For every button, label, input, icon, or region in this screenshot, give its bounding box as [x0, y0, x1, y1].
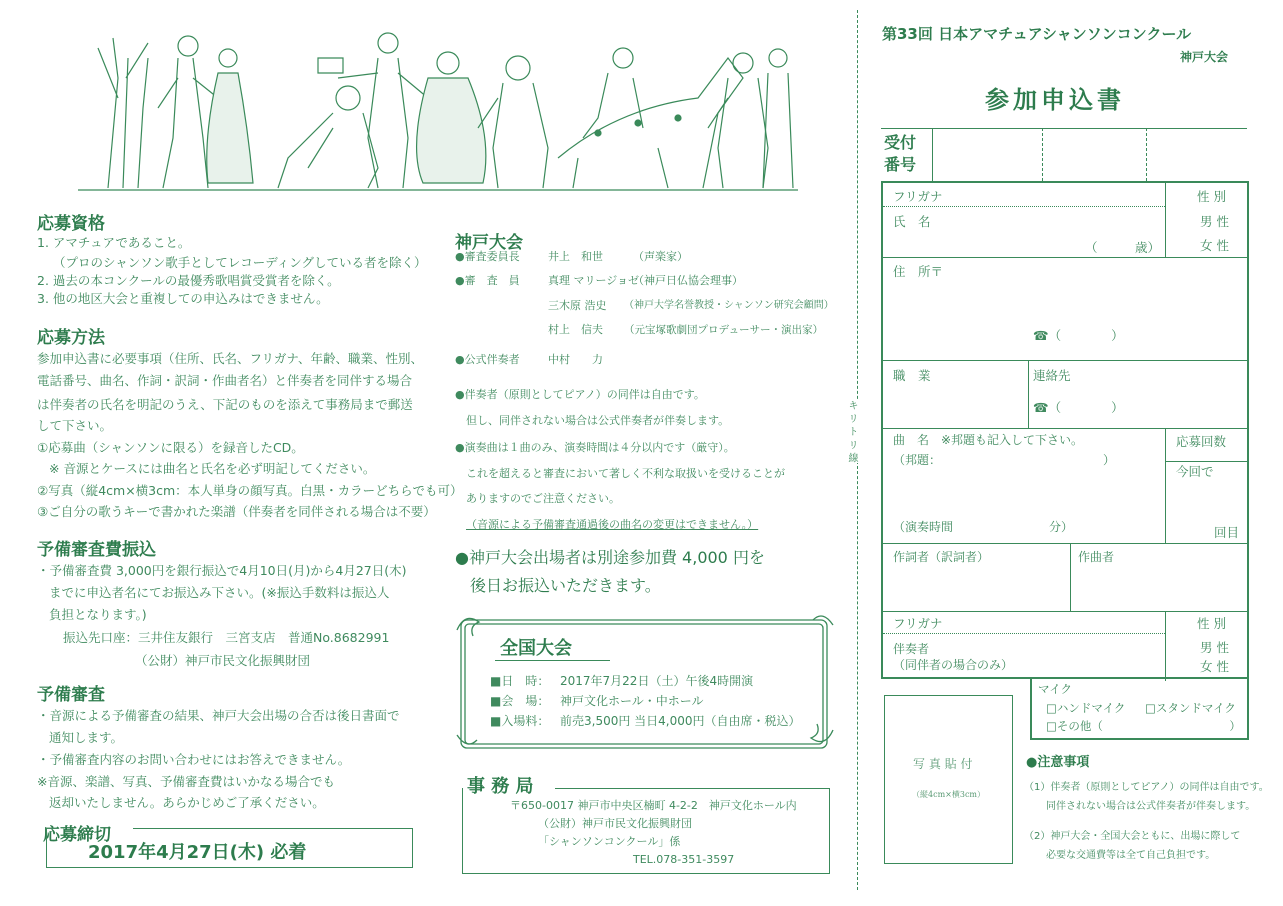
reception-label: 番号: [884, 155, 917, 174]
national-row-value: 2017年7月22日（土）午後4時開演: [560, 674, 754, 688]
photo-label: 写 真 貼 付: [913, 757, 973, 771]
method-line: は伴奏者の氏名を明記のうえ、下記のものを添えて事務局まで郵送: [37, 397, 413, 412]
office-line: 「シャンソンコンクール」係: [538, 835, 681, 848]
furigana-label: フリガナ: [893, 189, 943, 204]
photo-size: （縦4cm×横3cm）: [912, 790, 986, 799]
composer-label: 作曲者: [1078, 550, 1115, 564]
fee-notice: ●神戸大会出場者は別途参加費 4,000 円を: [455, 548, 765, 567]
fee-line: 負担となります。): [49, 607, 147, 622]
method-line: して下さい。: [37, 418, 113, 433]
mic-label: マイク: [1038, 682, 1073, 696]
mic-other-checkbox[interactable]: □その他（ ）: [1046, 719, 1241, 733]
reception-top: [881, 128, 1247, 129]
review-heading: 予備審査: [37, 685, 105, 705]
times-label: 回目: [1214, 525, 1240, 540]
method-line: ③ご自分の歌うキーで書かれた楽譜（伴奏者を同伴される場合は不要）: [37, 504, 436, 519]
method-line: 電話番号、曲名、作詞・訳詞・作曲者名）と伴奏者を同伴する場合: [37, 373, 413, 388]
accompanist-male[interactable]: 男 性: [1200, 640, 1229, 655]
fee-line: ・予備審査費 3,000円を銀行振込で4月10日(月)から4月27日(木): [37, 563, 407, 578]
judge-role: ●審 査 員: [455, 274, 520, 287]
contact-label: 連絡先: [1033, 368, 1071, 383]
review-line: ※音源、楽譜、写真、予備審査費はいかなる場合でも: [37, 774, 335, 789]
notes-heading: ●注意事項: [1026, 755, 1090, 770]
apply-count-label: 応募回数: [1176, 434, 1227, 449]
judge-name: 中村 力: [548, 353, 603, 366]
fee-heading: 予備審査費振込: [37, 540, 156, 560]
judge-name: 真理 マリージョゼ: [548, 274, 640, 287]
accompanist-label: 伴奏者: [893, 642, 930, 656]
occupation-label: 職 業: [893, 368, 931, 383]
gender-label: 性 別: [1197, 189, 1226, 204]
judge-name: 村上 信夫: [548, 323, 603, 336]
reception-slot: [1042, 128, 1043, 181]
judge-note: （元宝塚歌劇団プロデューサー・演出家）: [624, 324, 824, 336]
office-box-top: [555, 788, 830, 789]
qualification-line: 3. 他の地区大会と重複しての申込みはできません。: [37, 291, 329, 306]
office-heading: 事 務 局: [467, 776, 534, 797]
deadline-box-top: [133, 828, 413, 829]
accompanist-furigana: フリガナ: [893, 616, 943, 631]
method-line: 参加申込書に必要事項（住所、氏名、フリガナ、年齢、職業、性別、: [37, 351, 424, 366]
judge-note: （神戸大学名誉教授・シャンソン研究会顧問）: [624, 300, 834, 311]
song-label: 曲 名 ※邦題も記入して下さい。: [893, 433, 1084, 447]
accompanist-gender: 性 別: [1197, 616, 1226, 631]
judge-note: （神戸日仏協会理事）: [633, 274, 743, 287]
mic-hand-checkbox[interactable]: □ハンドマイク: [1046, 701, 1126, 715]
form-title: 参加申込書: [985, 86, 1125, 114]
method-line: ②写真（縦4cm×横3cm：本人単身の顔写真。白黒・カラーどちらでも可）: [37, 483, 463, 498]
office-line: TEL.078-351-3597: [633, 853, 735, 866]
method-heading: 応募方法: [37, 328, 105, 348]
notes-line: 必要な交通費等は全て自己負担です。: [1046, 850, 1216, 861]
review-line: 通知します。: [49, 730, 124, 745]
qualification-heading: 応募資格: [37, 214, 105, 234]
form-subtitle: 神戸大会: [1180, 50, 1229, 64]
fee-line: までに申込者名にてお振込み下さい。(※振込手数料は振込人: [49, 585, 390, 600]
national-heading-underline: [495, 660, 610, 661]
photo-box[interactable]: [884, 695, 1013, 864]
judge-name: 三木原 浩史: [548, 299, 607, 312]
duration-field[interactable]: （演奏時間 分）: [893, 520, 1074, 534]
reception-label: 受付: [884, 133, 917, 152]
national-row-value: 神戸文化ホール・中ホール: [560, 694, 704, 708]
kobe-note: （音源による予備審査通過後の曲名の変更はできません。）: [466, 518, 759, 531]
name-label: 氏 名: [893, 214, 931, 229]
fee-line: （公財）神戸市民文化振興財団: [135, 653, 311, 668]
accompanist-female[interactable]: 女 性: [1200, 659, 1229, 674]
lyricist-label: 作詞者（訳詞者）: [893, 550, 990, 564]
judge-role: ●審査委員長: [455, 250, 520, 263]
kobe-note: ありますのでご注意ください。: [466, 492, 620, 505]
national-heading: 全国大会: [500, 638, 572, 659]
qualification-line: 2. 過去の本コンクールの最優秀歌唱賞受賞者を除く。: [37, 273, 340, 288]
reception-slot: [1146, 128, 1147, 181]
form-contest-title: 第33回 日本アマチュアシャンソンコンクール: [882, 25, 1192, 43]
age-field[interactable]: （ 歳）: [1085, 240, 1161, 255]
review-line: 返却いたしません。あらかじめご了承ください。: [49, 795, 325, 810]
gender-female[interactable]: 女 性: [1200, 238, 1229, 253]
office-line: 〒650-0017 神戸市中央区楠町 4-2-2 神戸文化ホール内: [510, 799, 797, 812]
judge-role: ●公式伴奏者: [455, 353, 520, 366]
judge-name: 井上 和世: [548, 250, 603, 263]
qualification-line: （プロのシャンソン歌手としてレコーディングしている者を除く）: [53, 255, 427, 270]
method-line: ※ 音源とケースには曲名と氏名を必ず明記してください。: [49, 461, 376, 476]
deadline-heading: 応募締切: [43, 825, 111, 845]
qualification-line: 1. アマチュアであること。: [37, 235, 191, 250]
reception-divider: [932, 128, 933, 181]
deadline-date: 2017年4月27日(木) 必着: [88, 842, 307, 863]
header-illustration: [78, 18, 798, 196]
judge-note: （声楽家）: [633, 250, 688, 263]
address-tel[interactable]: ☎（ ）: [1033, 328, 1124, 343]
national-row-label: ■日 時：: [490, 674, 550, 688]
gender-male[interactable]: 男 性: [1200, 214, 1229, 229]
notes-line: 同伴されない場合は公式伴奏者が伴奏します。: [1046, 801, 1256, 812]
accompanist-sub-label: （同伴者の場合のみ）: [893, 658, 1014, 672]
review-line: ・予備審査内容のお問い合わせにはお答えできません。: [37, 752, 351, 767]
fee-notice: 後日お振込いただきます。: [470, 576, 661, 595]
national-row-label: ■会 場：: [490, 694, 550, 708]
kobe-note: 但し、同伴されない場合は公式伴奏者が伴奏します。: [466, 414, 730, 427]
application-form: [881, 181, 1249, 679]
this-time-label: 今回で: [1176, 464, 1214, 479]
review-line: ・音源による予備審査の結果、神戸大会出場の合否は後日書面で: [37, 708, 400, 723]
mic-stand-checkbox[interactable]: □スタンドマイク: [1145, 701, 1236, 715]
contact-tel[interactable]: ☎（ ）: [1033, 400, 1124, 415]
office-line: （公財）神戸市民文化振興財団: [538, 817, 692, 830]
fee-line: 振込先口座：三井住友銀行 三宮支店 普通No.8682991: [63, 630, 390, 645]
kobe-note: ●演奏曲は１曲のみ、演奏時間は４分以内です（厳守）。: [455, 441, 735, 454]
kobe-note: これを超えると審査において著しく不利な取扱いを受けることが: [466, 467, 785, 480]
national-row-value: 前売3,500円 当日4,000円（自由席・税込）: [560, 714, 801, 728]
national-row-label: ■入場料：: [490, 714, 550, 728]
kobe-heading: 神戸大会: [455, 233, 523, 253]
cut-line-label: キ リ ト リ 線: [851, 400, 863, 463]
notes-line: （2）神戸大会・全国大会ともに、出場に際して: [1024, 831, 1241, 842]
address-label: 住 所〒: [893, 264, 944, 279]
notes-line: （1）伴奏者（原則としてピアノ）の同伴は自由です。: [1024, 782, 1269, 793]
song-jp-field[interactable]: （邦題： ）: [893, 453, 1116, 467]
kobe-note: ●伴奏者（原則としてピアノ）の同伴は自由です。: [455, 388, 705, 401]
method-line: ①応募曲（シャンソンに限る）を録音したCD。: [37, 440, 304, 455]
